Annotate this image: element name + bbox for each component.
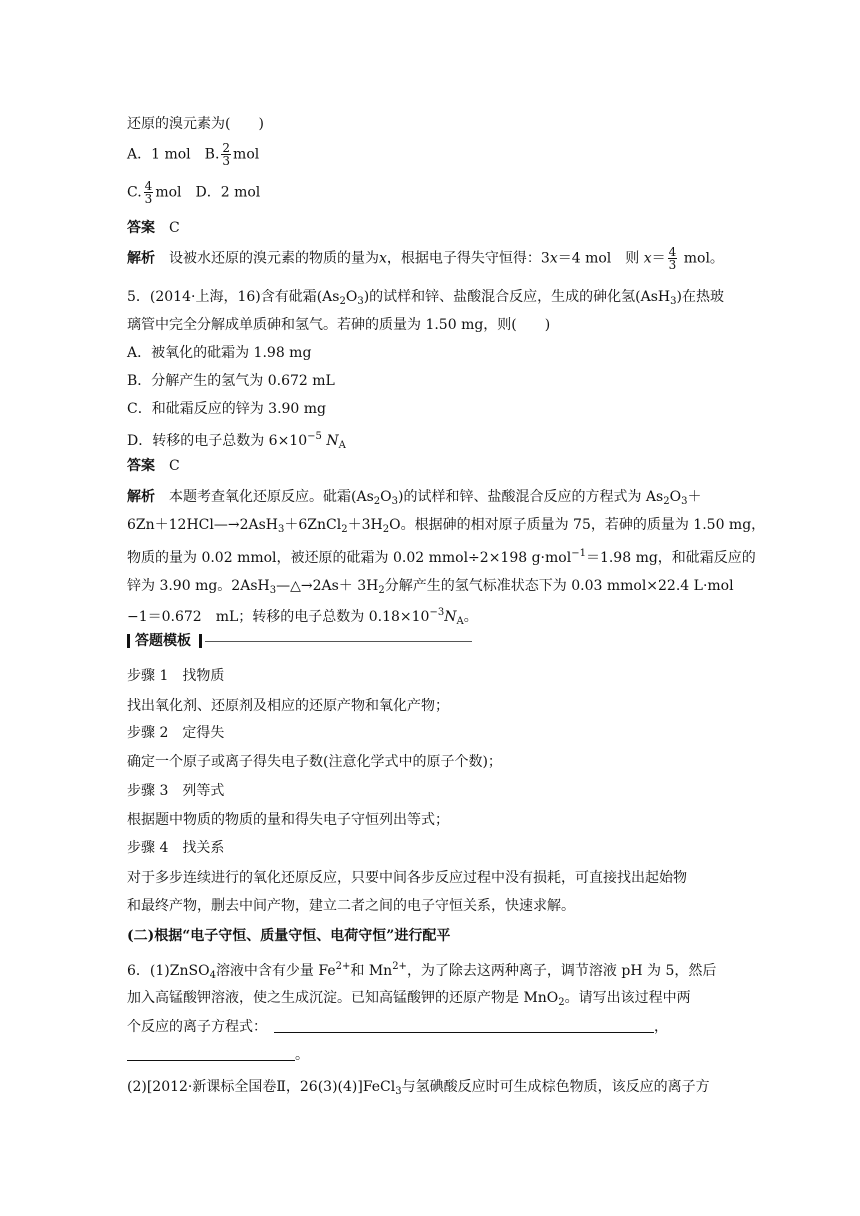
q4-explain-text-b: ，根据电子得失守恒得：3	[386, 250, 550, 267]
q4-option-d: D．2 mol	[195, 184, 261, 201]
q4-option-b-prefix: B.	[204, 146, 220, 163]
q6-line-4: 。	[127, 1045, 309, 1065]
step-4-body-2: 和最终产物，删去中间产物，建立二者之间的电子守恒关系，快速求解。	[127, 898, 575, 914]
q5-explanation-line-4: 锌为 3.90 mg。2AsH$_3$—△→2As＋ $3H_2$分解产生的氢气标准状态下为 0.03 mmol×22.4 L·mol	[127, 578, 734, 596]
q4-answer-label: 答案	[127, 220, 155, 236]
step-4-title: 步骤 4 找关系	[127, 840, 225, 856]
q4-option-c-fraction: $\frac{4}{3}$	[144, 179, 153, 206]
q4-explain-var-2: x	[549, 250, 558, 267]
q6-line-5: (2)[2012·新课标全国卷Ⅱ，26(3)(4)]FeCl$_3$与氢碘酸反应时可生成棕色物质，该反应的离子方	[127, 1079, 710, 1097]
q4-explain-var: x	[379, 250, 387, 267]
q6-line-1: 6．(1)ZnSO$_4$溶液中含有少量 $Fe^{2+}$和 $Mn^{2+}$，为了除去这两种离子，调节溶液 pH 为 5，然后	[127, 961, 717, 981]
q5-option-d: D．转移的电子总数为 $6\times 10^{-5}$ $N_A$	[127, 431, 346, 451]
header-rule	[205, 641, 472, 642]
q4-explanation	[127, 246, 724, 271]
q4-explain-label: 解析	[127, 250, 155, 267]
step-1-title: 步骤 1 找物质	[127, 668, 225, 684]
q4-option-b-fraction: $\frac{2}{3}$	[222, 141, 231, 168]
header-tick	[199, 634, 202, 648]
step-4-body-1: 对于多步连续进行的氧化还原反应，只要中间各步反应过程中没有损耗，可直接找出起始物	[127, 870, 687, 886]
q5-explain-label: 解析	[127, 489, 155, 505]
section-2-title: (二)根据“电子守恒、质量守恒、电荷守恒”进行配平	[127, 928, 451, 944]
q4-option-a: A．1 mol	[127, 146, 191, 163]
header-marker	[127, 634, 130, 648]
heat-arrow: —△→	[276, 578, 313, 594]
q5-answer	[127, 456, 180, 476]
q4-explain-text-a: 设被水还原的溴元素的物质的量为	[169, 250, 379, 267]
q5-explanation-line-1: 解析 本题考查氧化还原反应。砒霜$(As_2O_3)$的试样和锌、盐酸混合反应的方程式为 $As_2O_3+$	[127, 489, 702, 507]
step-2-title: 步骤 2 定得失	[127, 725, 225, 741]
q6-answer-blank-2[interactable]	[127, 1046, 295, 1061]
q6-answer-blank-1[interactable]	[274, 1018, 654, 1033]
header-label: 答题模板	[135, 633, 191, 649]
q5-explanation-line-2: $6Zn+12HCl—\to 2AsH_3+6ZnCl_2+3H_2O$。根据砷的相对原子质量为 75，若砷的质量为 1.50 mg，	[127, 517, 766, 535]
q4-option-b-unit: mol	[233, 146, 260, 163]
q5-explanation-line-5: −1＝0.672 mL；转移的电子总数为 $0.18\times 10^{-3}N_A$。	[127, 607, 478, 627]
q5-option-a: A．被氧化的砒霜为 1.98 mg	[127, 345, 312, 361]
q4-options-cd	[127, 180, 260, 205]
q5-answer-label: 答案	[127, 458, 155, 474]
q6-line-2: 加入高锰酸钾溶液，使之生成沉淀。已知高锰酸钾的还原产物是 MnO$_2$。请写出该过程中两	[127, 990, 691, 1008]
q5-option-c: C．和砒霜反应的锌为 3.90 mg	[127, 401, 327, 417]
q4-explain-text-d: ＝	[651, 250, 666, 267]
step-3-body: 根据题中物质的物质的量和得失电子守恒列出等式；	[127, 812, 449, 828]
q6-line-3: 个反应的离子方程式： ，	[127, 1019, 668, 1035]
q4-explain-var-3: x	[643, 250, 652, 267]
q4-answer	[127, 218, 180, 238]
q4-answer-value: C	[169, 220, 180, 236]
q4-option-c-unit: mol	[155, 184, 182, 201]
step-3-title: 步骤 3 列等式	[127, 783, 225, 799]
q4-explain-fraction: $\frac{4}{3}$	[668, 245, 677, 272]
q5-answer-value: C	[169, 458, 180, 474]
q4-explain-text-c: ＝4 mol 则	[557, 250, 640, 267]
q4-option-c-prefix: C.	[127, 184, 142, 201]
q5-stem-line-1: 5．(2014·上海，16)含有砒霜$(As_2O_3)$的试样和锌、盐酸混合反应，生成的砷化氢(AsH$_3$)在热玻	[127, 289, 724, 307]
answer-template-header	[127, 632, 472, 650]
q4-explain-text-e: mol。	[683, 250, 724, 267]
q5-option-b: B．分解产生的氢气为 0.672 mL	[127, 373, 335, 389]
q5-explanation-line-3: 物质的量为 0.02 mmol，被还原的砒霜为 0.02 mmol÷2×198 g·mol$^{-1}$＝1.98 mg，和砒霜反应的	[127, 548, 756, 566]
q4-options-ab	[127, 142, 259, 167]
q5-stem-line-2: 璃管中完全分解成单质砷和氢气。若砷的质量为 1.50 mg，则( )	[127, 317, 551, 333]
step-1-body: 找出氧化剂、还原剂及相应的还原产物和氧化产物；	[127, 698, 449, 714]
q4-stem-tail: 还原的溴元素为( )	[127, 116, 264, 132]
step-2-body: 确定一个原子或离子得失电子数(注意化学式中的原子个数)；	[127, 754, 502, 770]
